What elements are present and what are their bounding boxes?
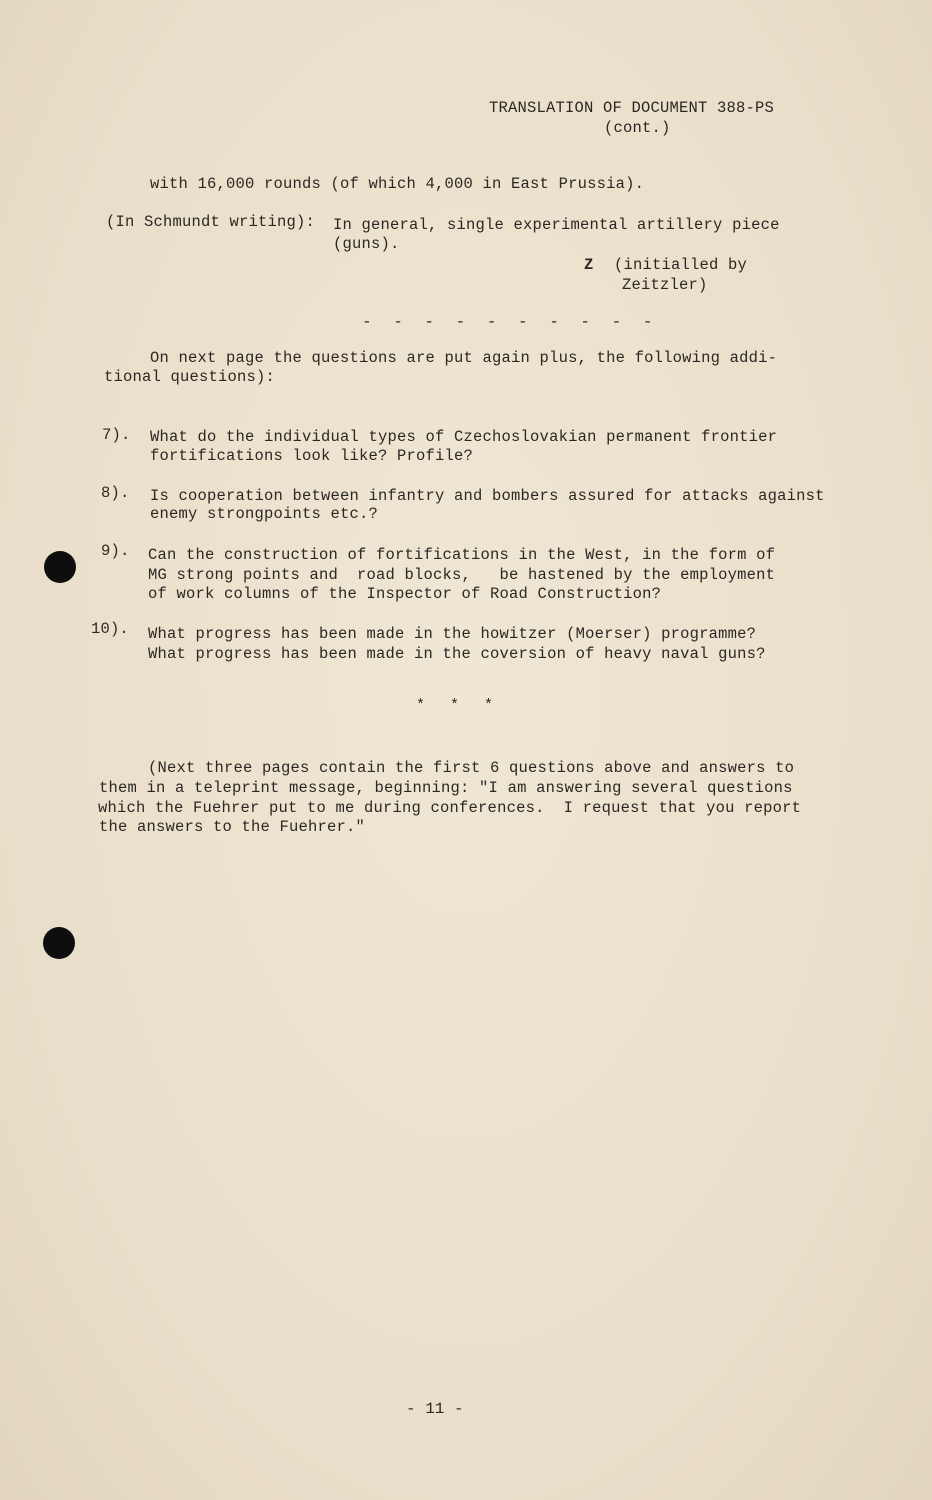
schmundt-text-line1: In general, single experimental artillery piece [333, 216, 780, 234]
punch-hole [43, 927, 75, 959]
initial-line1: (initialled by [614, 256, 748, 274]
question-number: 9). [101, 542, 130, 560]
header-cont: (cont.) [604, 119, 671, 137]
initial-line2: Zeitzler) [622, 276, 708, 294]
question-line: Can the construction of fortifications in the West, in the form of [148, 546, 776, 564]
header-title: TRANSLATION OF DOCUMENT 388-PS [489, 99, 775, 117]
question-line: Is cooperation between infantry and bombers assured for attacks against [150, 487, 825, 505]
question-line: enemy strongpoints etc.? [150, 505, 379, 523]
punch-hole [44, 551, 76, 583]
question-line: MG strong points and road blocks, be hastened by the employment [148, 566, 776, 584]
question-line: What progress has been made in the coversion of heavy naval guns? [148, 645, 766, 663]
next-page-line1: On next page the questions are put again plus, the following addi- [150, 349, 778, 367]
intro-line: with 16,000 rounds (of which 4,000 in East Prussia). [150, 175, 645, 193]
question-line: fortifications look like? Profile? [150, 447, 474, 465]
separator-dashes: - - - - - - - - - - [362, 313, 659, 331]
section-stars: * * * [416, 697, 502, 714]
question-line: What do the individual types of Czechoslovakian permanent frontier [150, 428, 778, 446]
question-line: of work columns of the Inspector of Road Construction? [148, 585, 662, 603]
closing-line2: them in a teleprint message, beginning: "I am answering several questions [99, 779, 793, 797]
question-number: 10). [91, 620, 130, 638]
question-line: What progress has been made in the howitzer (Moerser) programme? [148, 625, 757, 643]
schmundt-label: (In Schmundt writing): [106, 213, 316, 231]
closing-line4: the answers to the Fuehrer." [99, 818, 366, 836]
next-page-line2: tional questions): [104, 368, 276, 386]
page-number: - 11 - [406, 1400, 464, 1418]
question-number: 7). [102, 426, 131, 444]
question-number: 8). [101, 484, 130, 502]
closing-line1: (Next three pages contain the first 6 questions above and answers to [148, 759, 795, 777]
closing-line3: which the Fuehrer put to me during conferences. I request that you report [98, 799, 802, 817]
initial-mark: Z [584, 256, 594, 274]
schmundt-text-line2: (guns). [333, 235, 400, 253]
